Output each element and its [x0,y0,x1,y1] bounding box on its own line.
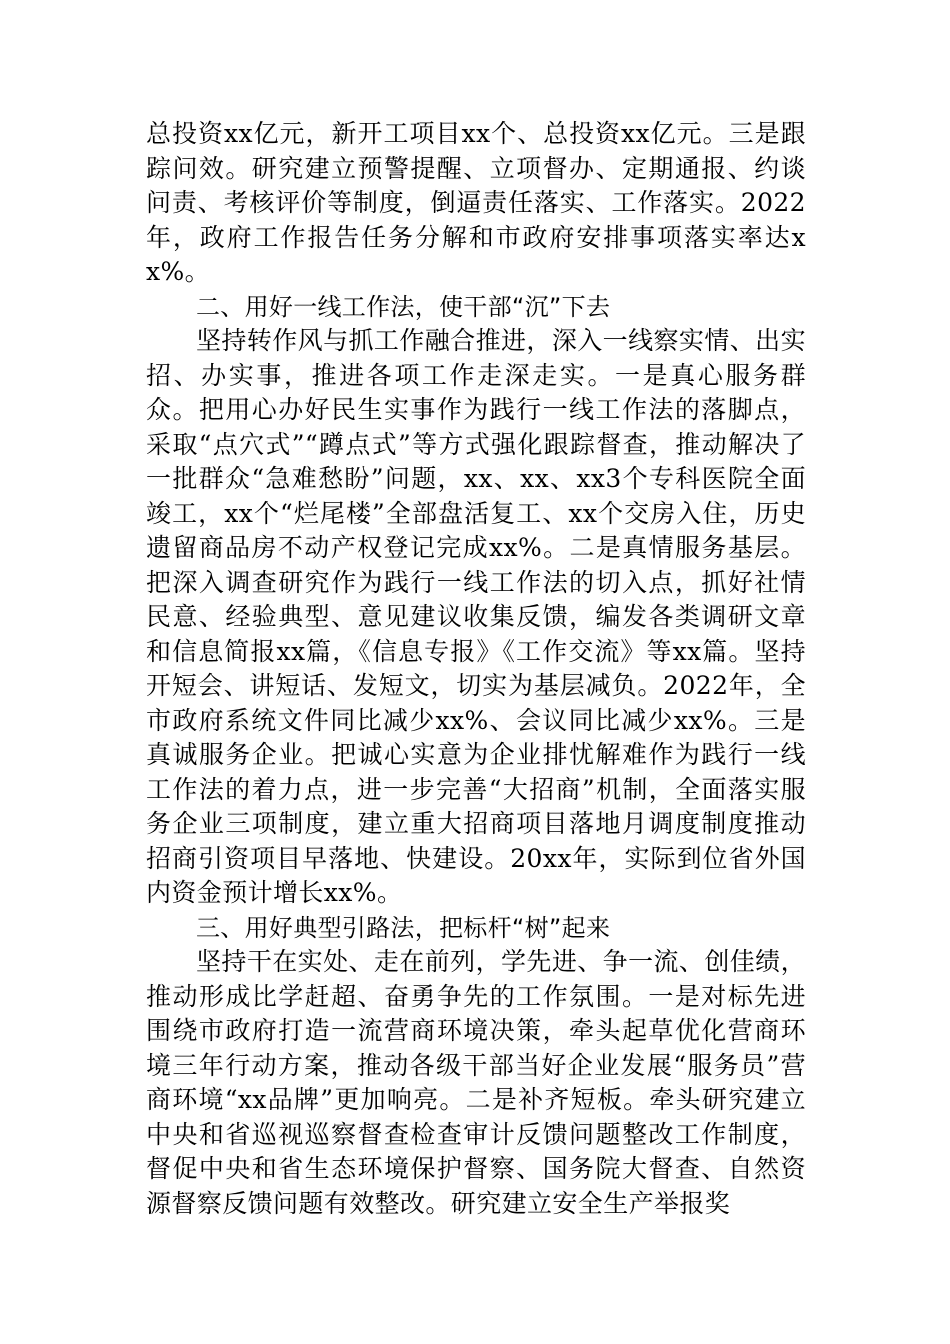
section-heading-3: 三、用好典型引路法，把标杆“树”起来 [196,913,611,942]
paragraph-intro-continued: 总投资xx亿元，新开工项目xx个、总投资xx亿元。三是跟踪问效。研究建立预警提醒、立项督办、定期通报、约谈问责、考核评价等制度，倒逼责任落实、工作落实。2022年，政府工作报告任务分解和市政府安排事项落实率达xx%。 [146,119,806,286]
paragraph-section-3: 坚持干在实处、走在前列，学先进、争一流、创佳绩，推动形成比学赶超、奋勇争先的工作氛围。一是对标先进围绕市政府打造一流营商环境决策，牵头起草优化营商环境三年行动方案，推动各级干部当好企业发展“服务员”营商环境“xx品牌”更加响亮。二是补齐短板。牵头研究建立中央和省巡视巡察督查检查审计反馈问题整改工作制度，督促中央和省生态环境保护督察、国务院大督查、自然资源督察反馈问题有效整改。研究建立安全生产举报奖 [146,947,806,1218]
section-heading-2: 二、用好一线工作法，使干部“沉”下去 [196,292,611,321]
document-body [146,117,806,1221]
paragraph-section-2: 坚持转作风与抓工作融合推进，深入一线察实情、出实招、办实事，推进各项工作走深走实。一是真心服务群众。把用心办好民生实事作为践行一线工作法的落脚点，采取“点穴式”“蹲点式”等方式强化跟踪督查，推动解决了一批群众“急难愁盼”问题，xx、xx、xx3个专科医院全面竣工，xx个“烂尾楼”全部盘活复工、xx个交房入住，历史遗留商品房不动产权登记完成xx%。二是真情服务基层。把深入调查研究作为践行一线工作法的切入点，抓好社情民意、经验典型、意见建议收集反馈，编发各类调研文章和信息简报xx篇，《信息专报》《工作交流》等xx篇。坚持开短会、讲短话、发短文，切实为基层减负。2022年，全市政府系统文件同比减少xx%、会议同比减少xx%。三是真诚服务企业。把诚心实意为企业排忧解难作为践行一线工作法的着力点，进一步完善“大招商”机制，全面落实服务企业三项制度，建立重大招商项目落地月调度制度推动招商引资项目早落地、快建设。20xx年，实际到位省外国内资金预计增长xx%。 [146,326,806,907]
